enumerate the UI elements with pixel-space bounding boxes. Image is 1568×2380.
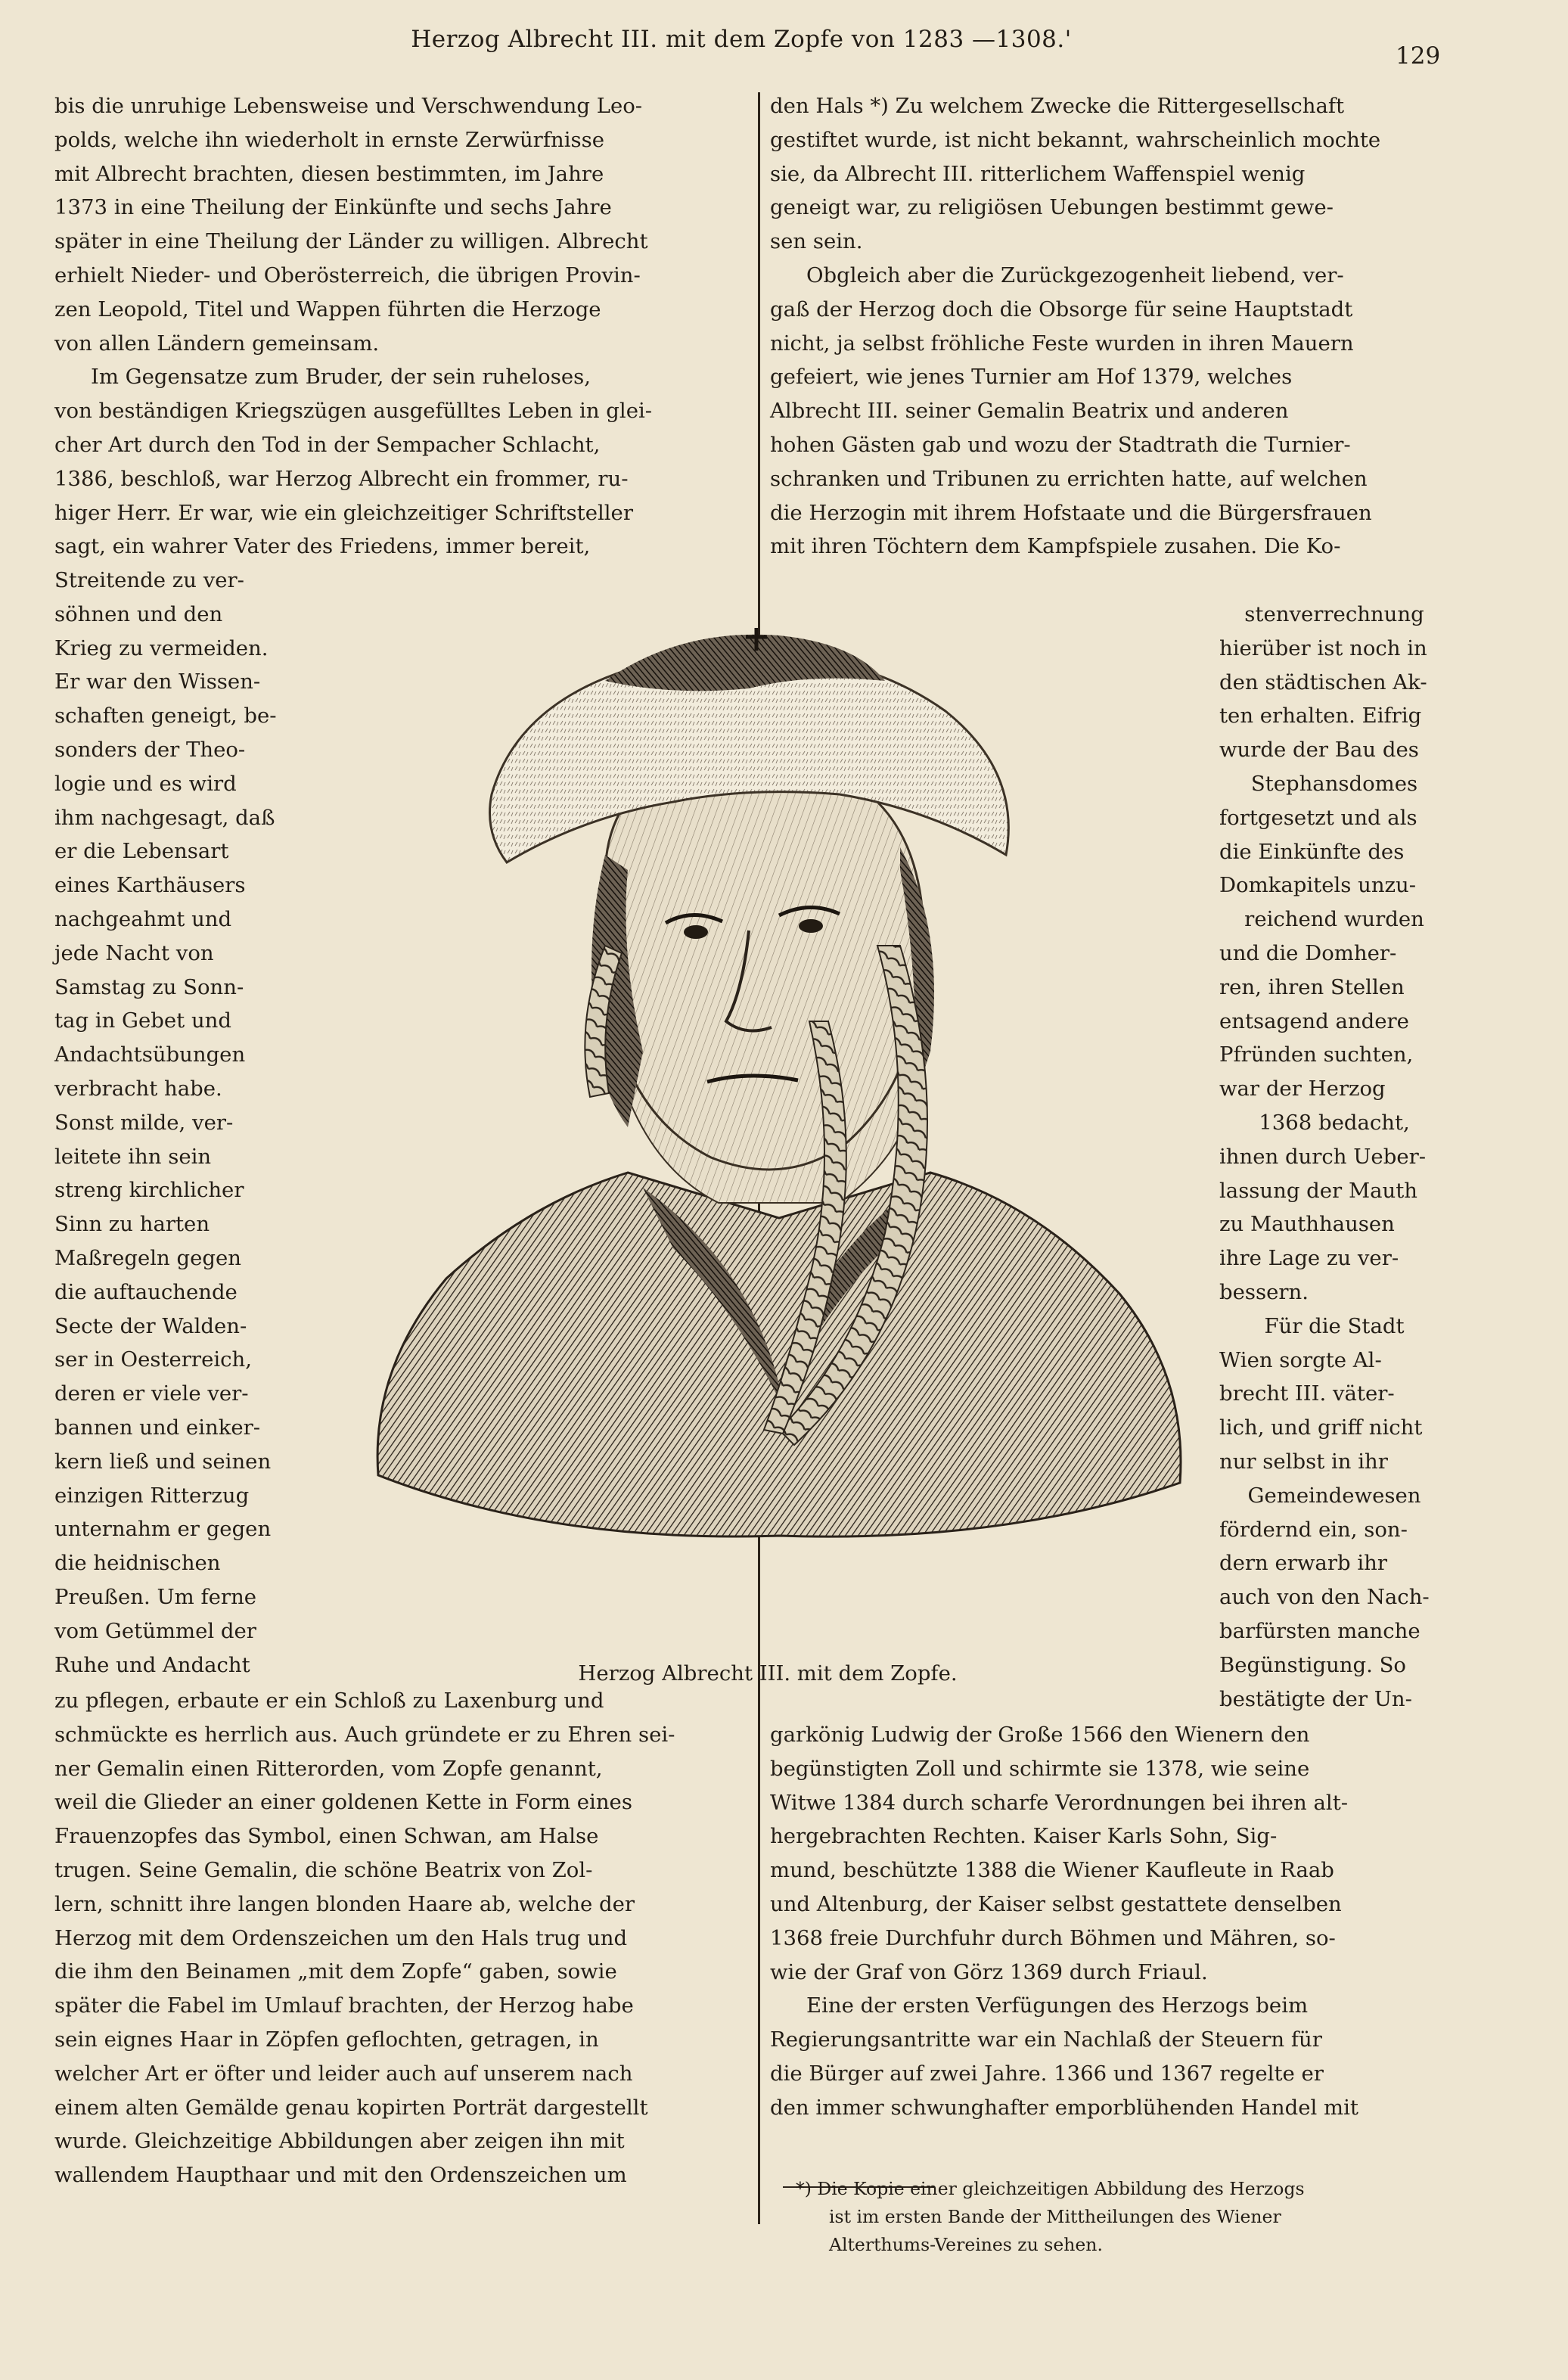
text-line: schmückte es herrlich aus. Auch gründete er zu Ehren sei- — [54, 1722, 675, 1747]
text-line: wallendem Haupthaar und mit den Ordenszeichen um — [54, 2163, 627, 2188]
text-line: barfürsten manche — [1219, 1618, 1421, 1643]
text-line: söhnen und den — [54, 601, 223, 626]
text-line: die heidnischen — [54, 1551, 221, 1576]
text-line: ihre Lage zu ver- — [1219, 1246, 1399, 1271]
text-line: ten erhalten. Eifrig — [1219, 704, 1422, 729]
text-line: Sonst milde, ver- — [54, 1110, 234, 1135]
text-line: bis die unruhige Lebensweise und Verschwendung Leo- — [54, 94, 643, 118]
right-column-top — [770, 89, 1449, 564]
left-column-bottom — [54, 1684, 750, 2192]
text-line: logie und es wird — [54, 771, 237, 796]
text-line: Eine der ersten Verfügungen des Herzogs beim — [806, 1993, 1309, 2018]
text-line: gestiftet wurde, ist nicht bekannt, wahrscheinlich mochte — [770, 127, 1381, 152]
text-line: mund, beschützte 1388 die Wiener Kaufleute in Raab — [770, 1858, 1334, 1883]
text-line: einem alten Gemälde genau kopirten Porträt dargestellt — [54, 2095, 648, 2120]
text-line: nicht, ja selbst fröhliche Feste wurden in ihren Mauern — [770, 331, 1354, 356]
text-line: sen sein. — [770, 229, 863, 254]
text-line: lich, und griff nicht — [1219, 1415, 1423, 1440]
text-line: 1368 freie Durchfuhr durch Böhmen und Mähren, so- — [770, 1925, 1336, 1950]
text-line: geneigt war, zu religiösen Uebungen bestimmt gewe- — [770, 195, 1334, 220]
text-line: bessern. — [1219, 1279, 1309, 1304]
text-line: hierüber ist noch in — [1219, 635, 1427, 660]
text-line: Für die Stadt — [1264, 1313, 1405, 1338]
text-line: 1373 in eine Theilung der Einkünfte und sechs Jahre — [54, 195, 612, 220]
text-line: Im Gegensatze zum Bruder, der sein ruheloses, — [91, 365, 591, 390]
text-line: bestätigte der Un- — [1219, 1686, 1412, 1711]
text-line: Domkapitels unzu- — [1219, 873, 1417, 898]
text-line: Er war den Wissen- — [54, 670, 261, 694]
text-line: Stephansdomes — [1250, 771, 1418, 796]
text-line: tag in Gebet und — [54, 1008, 231, 1033]
text-line: Preußen. Um ferne — [54, 1584, 257, 1609]
text-line: Gemeindewesen — [1247, 1483, 1421, 1508]
footnote-line: Alterthums-Vereines zu sehen. — [829, 2234, 1103, 2255]
text-line: zen Leopold, Titel und Wappen führten die Herzoge — [54, 297, 601, 322]
text-line: Frauenzopfes das Symbol, einen Schwan, am Halse — [54, 1824, 599, 1849]
text-line: reichend wurden — [1244, 907, 1424, 932]
running-head: Herzog Albrecht III. mit dem Zopfe von 1283 —1308.' — [411, 26, 1072, 53]
text-line: mit Albrecht brachten, diesen bestimmten, im Jahre — [54, 161, 604, 186]
text-line: schranken und Tribunen zu errichten hatte, auf welchen — [770, 466, 1368, 491]
text-line: sagt, ein wahrer Vater des Friedens, immer bereit, — [54, 534, 591, 559]
text-line: die Bürger auf zwei Jahre. 1366 und 1367 regelte er — [770, 2061, 1324, 2086]
text-line: wie der Graf von Görz 1369 durch Friaul. — [770, 1959, 1208, 1984]
text-line: trugen. Seine Gemalin, die schöne Beatrix von Zol- — [54, 1857, 593, 1882]
text-line: ner Gemalin einen Ritterorden, vom Zopfe genannt, — [54, 1756, 603, 1781]
text-line: 1386, beschloß, war Herzog Albrecht ein frommer, ru- — [54, 466, 629, 491]
text-line: lassung der Mauth — [1219, 1178, 1417, 1203]
text-line: Ruhe und Andacht — [54, 1652, 250, 1677]
text-line: er die Lebensart — [54, 839, 229, 864]
text-line: dern erwarb ihr — [1219, 1551, 1387, 1576]
text-line: und Altenburg, der Kaiser selbst gestattete denselben — [770, 1891, 1342, 1916]
text-line: die ihm den Beinamen „mit dem Zopfe“ gaben, sowie — [54, 1959, 617, 1984]
text-line: hohen Gästen gab und wozu der Stadtrath die Turnier- — [770, 432, 1351, 457]
text-line: Andachtsübungen — [54, 1042, 246, 1067]
text-line: Samstag zu Sonn- — [54, 974, 244, 999]
text-line: Maßregeln gegen — [54, 1245, 241, 1270]
text-line: Albrecht III. seiner Gemalin Beatrix und anderen — [770, 399, 1289, 424]
text-line: auch von den Nach- — [1219, 1585, 1430, 1610]
text-line: welcher Art er öfter und leider auch auf unserem nach — [54, 2061, 633, 2086]
right-column-narrow — [1219, 598, 1449, 1716]
text-line: später in eine Theilung der Länder zu willigen. Albrecht — [54, 229, 648, 254]
text-line: Begünstigung. So — [1219, 1652, 1406, 1677]
left-column-top — [54, 89, 750, 564]
text-line: gaß der Herzog doch die Obsorge für seine Hauptstadt — [770, 297, 1353, 322]
text-line: von allen Ländern gemeinsam. — [54, 331, 380, 356]
footnote — [796, 2175, 1458, 2259]
left-column-narrow — [54, 564, 295, 1682]
text-line: sie, da Albrecht III. ritterlichem Waffenspiel wenig — [770, 161, 1306, 186]
text-line: cher Art durch den Tod in der Sempacher Schlacht, — [54, 432, 601, 457]
text-line: Streitende zu ver- — [54, 568, 244, 592]
text-line: Regierungsantritte war ein Nachlaß der Steuern für — [770, 2027, 1322, 2052]
text-line: stenverrechnung — [1244, 602, 1424, 626]
text-line: brecht III. väter- — [1219, 1381, 1395, 1406]
text-line: zu pflegen, erbaute er ein Schloß zu Laxenburg und — [54, 1689, 604, 1713]
text-line: und die Domher- — [1219, 940, 1397, 965]
text-line: polds, welche ihn wiederholt in ernste Zerwürfnisse — [54, 127, 605, 152]
right-column-bottom — [770, 1718, 1449, 2125]
portrait-engraving — [356, 628, 1203, 1653]
footnote-line: ist im ersten Bande der Mittheilungen des Wiener — [829, 2206, 1281, 2227]
text-line: zu Mauthhausen — [1219, 1212, 1395, 1237]
text-line: Obgleich aber die Zurückgezogenheit liebend, ver- — [806, 263, 1344, 287]
text-line: die Einkünfte des — [1219, 839, 1405, 864]
text-line: streng kirchlicher — [54, 1178, 244, 1203]
text-line: fördernd ein, son- — [1219, 1517, 1408, 1542]
text-line: nachgeahmt und — [54, 906, 232, 931]
text-line: Krieg zu vermeiden. — [54, 635, 269, 660]
text-line: garkönig Ludwig der Große 1566 den Wienern den — [770, 1723, 1310, 1747]
text-line: fortgesetzt und als — [1219, 805, 1417, 830]
text-line: den städtischen Ak- — [1219, 670, 1427, 694]
text-line: war der Herzog — [1219, 1077, 1386, 1101]
text-line: entsagend andere — [1219, 1008, 1409, 1033]
text-line: von beständigen Kriegszügen ausgefülltes Leben in glei- — [54, 399, 653, 424]
text-line: nur selbst in ihr — [1219, 1449, 1388, 1474]
text-line: deren er viele ver- — [54, 1381, 249, 1406]
text-line: Sinn zu harten — [54, 1212, 210, 1237]
text-line: unternahm er gegen — [54, 1517, 272, 1542]
text-line: den immer schwunghafter emporblühenden Handel mit — [770, 2095, 1358, 2120]
text-line: ser in Oesterreich, — [54, 1347, 252, 1372]
text-line: verbracht habe. — [54, 1076, 222, 1101]
page-number: 129 — [1396, 42, 1441, 70]
text-line: den Hals *) Zu welchem Zwecke die Rittergesellschaft — [770, 94, 1345, 118]
text-line: lern, schnitt ihre langen blonden Haare ab, welche der — [54, 1891, 635, 1916]
text-line: jede Nacht von — [54, 940, 214, 965]
footnote-line: *) Die Kopie einer gleichzeitigen Abbildung des Herzogs — [796, 2178, 1305, 2199]
text-line: Herzog mit dem Ordenszeichen um den Hals trug und — [54, 1925, 628, 1950]
text-line: erhielt Nieder- und Oberösterreich, die übrigen Provin- — [54, 263, 641, 287]
text-line: higer Herr. Er war, wie ein gleichzeitiger Schriftsteller — [54, 500, 633, 525]
text-line: eines Karthäusers — [54, 873, 246, 898]
text-line: Pfründen suchten, — [1219, 1042, 1414, 1067]
text-line: Wien sorgte Al- — [1219, 1347, 1382, 1372]
text-line: schaften geneigt, be- — [54, 704, 277, 729]
text-line: Witwe 1384 durch scharfe Verordnungen bei ihren alt- — [770, 1790, 1349, 1815]
text-line: später die Fabel im Umlauf brachten, der Herzog habe — [54, 1993, 634, 2018]
text-line: mit ihren Töchtern dem Kampfspiele zusahen. Die Ko- — [770, 534, 1341, 559]
text-line: 1368 bedacht, — [1259, 1110, 1410, 1135]
text-line: ihnen durch Ueber- — [1219, 1144, 1427, 1169]
text-line: die auftauchende — [54, 1279, 238, 1304]
text-line: wurde. Gleichzeitige Abbildungen aber zeigen ihn mit — [54, 2129, 625, 2154]
text-line: Secte der Walden- — [54, 1313, 247, 1338]
text-line: begünstigten Zoll und schirmte sie 1378, wie seine — [770, 1756, 1310, 1781]
text-line: wurde der Bau des — [1219, 738, 1419, 763]
text-line: ren, ihren Stellen — [1219, 974, 1405, 999]
text-line: hergebrachten Rechten. Kaiser Karls Sohn, Sig- — [770, 1824, 1278, 1849]
text-line: kern ließ und seinen — [54, 1449, 272, 1474]
text-line: sonders der Theo- — [54, 737, 246, 762]
text-line: gefeiert, wie jenes Turnier am Hof 1379, welches — [770, 365, 1293, 390]
text-line: leitete ihn sein — [54, 1144, 212, 1169]
portrait-caption: Herzog Albrecht III. mit dem Zopfe. — [578, 1661, 958, 1686]
text-line: einzigen Ritterzug — [54, 1483, 250, 1508]
text-line: vom Getümmel der — [54, 1618, 256, 1643]
text-line: bannen und einker- — [54, 1415, 261, 1440]
text-line: ihm nachgesagt, daß — [54, 805, 275, 830]
text-line: weil die Glieder an einer goldenen Kette in Form eines — [54, 1790, 632, 1815]
text-line: sein eignes Haar in Zöpfen geflochten, getragen, in — [54, 2027, 599, 2052]
text-line: die Herzogin mit ihrem Hofstaate und die Bürgersfrauen — [770, 500, 1372, 525]
